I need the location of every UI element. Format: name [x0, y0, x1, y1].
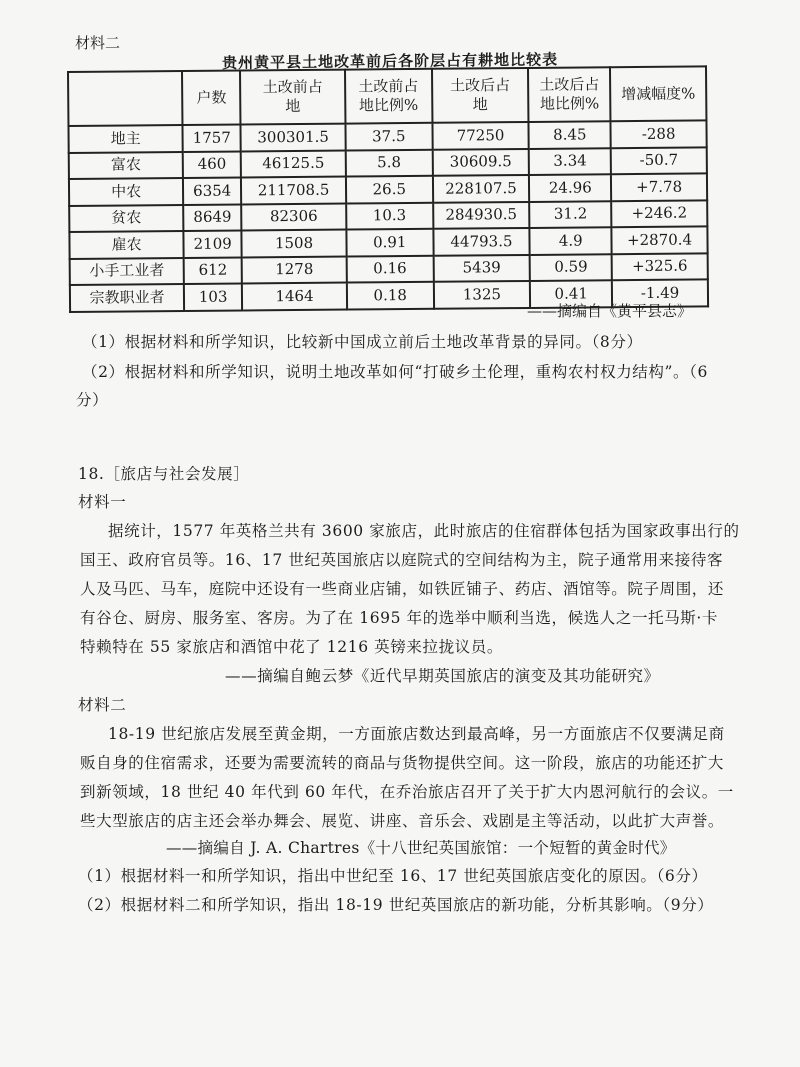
- header-after-ratio: 土改后占 地比例%: [528, 67, 610, 122]
- table-source: ——摘编自《黄平县志》: [527, 302, 693, 320]
- material-2-line: 些大型旅店的店主还会举办舞会、展览、讲座、音乐会、戏剧是主等活动，以此扩大声誉。: [80, 812, 725, 830]
- question-18-1: （1）根据材料一和所学知识，指出中世纪至 16、17 世纪英国旅店变化的原因。（6分）: [78, 867, 708, 885]
- material-1-source: ——摘编自鲍云梦《近代早期英国旅店的演变及其功能研究》: [225, 667, 660, 685]
- question-18-2: （2）根据材料二和所学知识，指出 18-19 世纪英国旅店的新功能，分析其影响。（9分）: [78, 896, 714, 914]
- material-2-label-top: 材料二: [75, 34, 121, 52]
- table-row: 地主 1757 300301.5 37.5 77250 8.45 -288: [68, 120, 706, 152]
- question-17-2: （2）根据材料和所学知识，说明土地改革如何“打破乡土伦理，重构农村权力结构”。（6: [82, 363, 708, 381]
- question-17-1: （1）根据材料和所学知识，比较新中国成立前后土地改革背景的异同。（8分）: [82, 333, 643, 351]
- question-17-2-cont: 分）: [76, 391, 109, 409]
- material-2-source: ——摘编自 J. A. Chartres《十八世纪英国旅馆：一个短暂的黄金时代》: [166, 839, 676, 857]
- table-row: 宗教职业者 103 1464 0.18 1325 0.41 -1.49: [70, 279, 708, 311]
- table-row: 小手工业者 612 1278 0.16 5439 0.59 +325.6: [70, 253, 708, 285]
- table-header-row: [68, 66, 706, 126]
- question-18-title: 18.［旅店与社会发展］: [78, 465, 250, 483]
- header-before-land: 土改前占 地: [240, 70, 345, 125]
- material-1-line: 据统计，1577 年英格兰共有 3600 家旅店，此时旅店的住宿群体包括为国家政事出行的: [108, 522, 740, 540]
- table-row: 中农 6354 211708.5 26.5 228107.5 24.96 +7.78: [69, 173, 707, 205]
- material-2-label: 材料二: [78, 696, 127, 714]
- material-1-line: 特赖特在 55 家旅店和酒馆中花了 1216 英镑来拉拢议员。: [80, 638, 503, 656]
- header-before-ratio: 土改前占 地比例%: [345, 69, 432, 124]
- material-1-label: 材料一: [78, 493, 127, 511]
- material-1-line: 人及马匹、马车，庭院中还设有一些商业店铺，如铁匠铺子、药店、酒馆等。院子周围，还: [80, 580, 725, 598]
- header-after-land: 土改后占 地: [432, 68, 529, 123]
- material-1-line: 国王、政府官员等。16、17 世纪英国旅店以庭院式的空间结构为主，院子通常用来接待客: [80, 551, 724, 569]
- table-title: 贵州黄平县土地改革前后各阶层占有耕地比较表: [222, 50, 559, 72]
- header-empty: [68, 71, 183, 126]
- material-2-line: 到新领域，18 世纪 40 年代到 60 年代，在乔治旅店召开了关于扩大内恩河航行的会议。一: [80, 783, 734, 801]
- table-row: 贫农 8649 82306 10.3 284930.5 31.2 +246.2: [69, 200, 707, 232]
- table-row: 富农 460 46125.5 5.8 30609.5 3.34 -50.7: [69, 147, 707, 179]
- material-2-line: 18-19 世纪旅店发展至黄金期，一方面旅店数达到最高峰，另一方面旅店不仅要满足商: [108, 725, 725, 743]
- header-households: 户数: [182, 70, 240, 125]
- header-change: 增减幅度%: [610, 66, 706, 121]
- table-row: 雇农 2109 1508 0.91 44793.5 4.9 +2870.4: [69, 226, 707, 258]
- material-2-line: 贩自身的住宿需求，还要为需要流转的商品与货物提供空间。这一阶段，旅店的功能还扩大: [80, 754, 725, 772]
- land-reform-table: [67, 65, 709, 312]
- material-1-line: 有谷仓、厨房、服务室、客房。为了在 1695 年的选举中顺利当选，候选人之一托马斯·卡: [80, 609, 719, 627]
